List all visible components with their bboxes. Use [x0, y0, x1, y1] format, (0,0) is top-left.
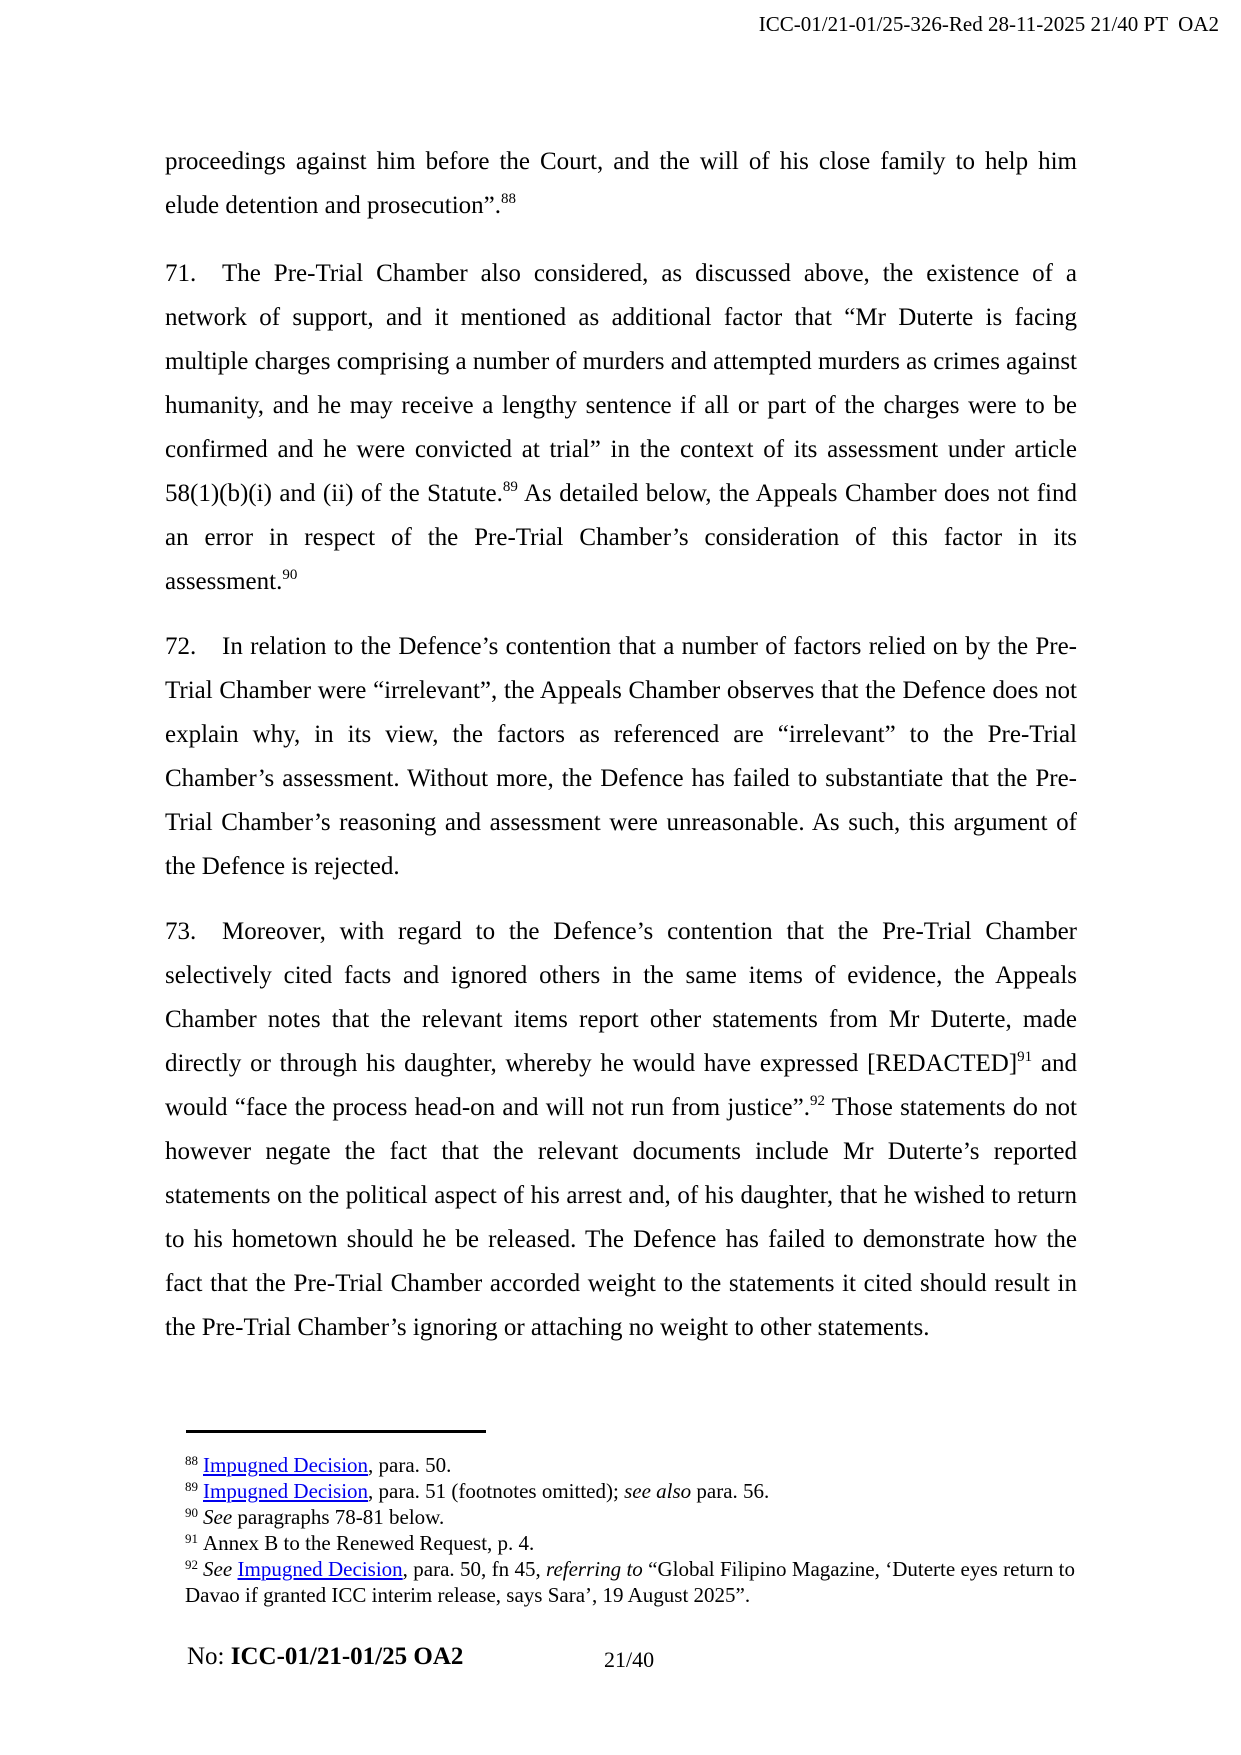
text-run: Moreover, with regard to the Defence’s contention that the Pre-Trial Chamber selectively cited facts and ignored others in the same items of evidence, the Appeals Chamber notes that the relevant items report other statements from Mr Duterte, made directly or through his daughter, whereby he would have expressed [REDACTED] — [165, 918, 1077, 1077]
footnote — [185, 1478, 1075, 1504]
text-run: “Global Filipino Magazine, ‘Duterte eyes return to Davao if granted ICC interim release, says Sara’, 19 August 2025”. — [185, 1557, 1076, 1607]
paragraph-text — [165, 260, 1077, 595]
text-run: Annex B to the Renewed Request, p. 4. — [203, 1531, 535, 1555]
text-run: Those statements do not however negate the fact that the relevant documents include Mr Duterte’s reported statements on the political aspect of his arrest and, of his daughter, that he wished to return to his hometown should he be released. The Defence has failed to demonstrate how the fact that the Pre-Trial Chamber accorded weight to the statements it cited should result in the Pre-Trial Chamber’s ignoring or attaching no weight to other statements. — [165, 1094, 1077, 1341]
text-run: , para. 50. — [368, 1453, 452, 1477]
paragraph-73 — [165, 910, 1077, 1350]
footnote — [185, 1452, 1075, 1478]
footnote-ref: 88 — [185, 1453, 198, 1468]
footnote-ref: 90 — [282, 567, 298, 583]
footnote — [185, 1556, 1075, 1608]
footnote — [185, 1504, 1075, 1530]
footer-case-number: ICC-01/21-01/25 OA2 — [230, 1643, 464, 1670]
text-run: The Pre-Trial Chamber also considered, as discussed above, the existence of a network of support, and it mentioned as additional factor that “Mr Duterte is facing multiple charges comprising a number of murders and attempted murders as crimes against humanity, and he may receive a lengthy sentence if all or part of the charges were to be confirmed and he were convicted at trial” in the context of its assessment under article 58(1)(b)(i) and (ii) of the Statute. — [165, 260, 1077, 507]
text-run: para. 56. — [691, 1479, 770, 1503]
footnote-ref: 88 — [501, 191, 516, 207]
text-run: paragraphs 78-81 below. — [232, 1505, 445, 1529]
footnote — [185, 1530, 1075, 1556]
text-run: proceedings against him before the Court, and the will of his close family to help him elude detention and prosecution”. — [165, 148, 1077, 219]
page-footer — [187, 1642, 1087, 1672]
header-stamp: ICC-01/21-01/25-326-Red 28-11-2025 21/40 PT OA2 — [758, 12, 1219, 36]
footnote-ref: 91 — [1017, 1049, 1033, 1065]
footnote-ref: 92 — [809, 1093, 825, 1109]
paragraph-72 — [165, 625, 1077, 889]
text-run: , para. 51 (footnotes omitted); — [368, 1479, 625, 1503]
footnotes-list — [185, 1452, 1075, 1608]
italic-text: see also — [624, 1479, 692, 1503]
footnote-ref: 89 — [185, 1479, 198, 1494]
text-run: As detailed below, the Appeals Chamber does not find an error in respect of the Pre-Trial Chamber’s consideration of this factor in its assessment. — [165, 480, 1077, 595]
text-run: and would “face the process head-on and will not run from justice”. — [165, 1050, 1077, 1121]
page-number: 21/40 — [604, 1647, 655, 1672]
impugned-decision-link[interactable]: Impugned Decision — [203, 1453, 369, 1477]
paragraph-71 — [165, 252, 1077, 604]
impugned-decision-link[interactable]: Impugned Decision — [237, 1557, 403, 1581]
paragraph-continuation — [165, 140, 1077, 228]
paragraph-text — [165, 918, 1077, 1341]
footnote-ref: 89 — [502, 479, 518, 495]
paragraph-number: 73. — [165, 918, 197, 945]
paragraph-text — [165, 633, 1077, 880]
footnote-ref: 90 — [185, 1505, 198, 1520]
italic-text: See — [203, 1557, 233, 1581]
footnote-ref: 91 — [185, 1531, 198, 1546]
footnote-ref: 92 — [185, 1557, 198, 1572]
impugned-decision-link[interactable]: Impugned Decision — [203, 1479, 369, 1503]
footnote-separator — [186, 1430, 486, 1433]
italic-text: referring to — [546, 1557, 643, 1581]
text-run: In relation to the Defence’s contention that a number of factors relied on by the Pre-Trial Chamber were “irrelevant”, the Appeals Chamber observes that the Defence does not explain why, in its view, the factors as referenced are “irrelevant” to the Pre-Trial Chamber’s assessment. Without more, the Defence has failed to substantiate that the Pre-Trial Chamber’s reasoning and assessment were unreasonable. As such, this argument of the Defence is rejected. — [165, 633, 1077, 880]
paragraph-number: 71. — [165, 260, 197, 287]
paragraph-number: 72. — [165, 633, 197, 660]
footer-label: No: — [187, 1643, 231, 1670]
text-run: , para. 50, fn 45, — [402, 1557, 547, 1581]
italic-text: See — [203, 1505, 233, 1529]
